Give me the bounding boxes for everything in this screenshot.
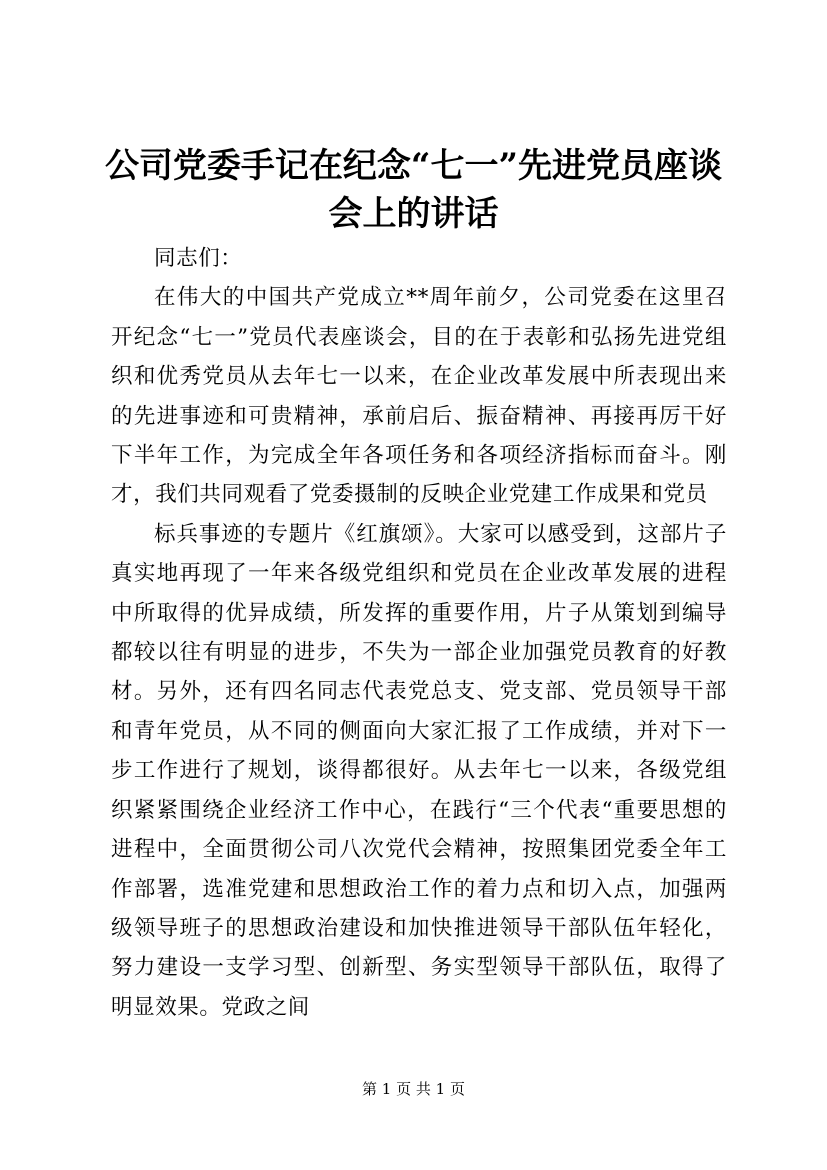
page-number-footer: 第 1 页 共 1 页	[362, 1080, 465, 1098]
body-paragraph: 标兵事迹的专题片《红旗颂》。大家可以感受到，这部片子真实地再现了一年来各级党组织和党员在企业改革发展的进程中所取得的优异成绩，所发挥的重要作用，片子从策划到编导都较以往有明显的进步，不失为一部企业加强党员教育的好教材。另外，还有四名同志代表党总支、党支部、党员领导干部和青年党员，从不同的侧面向大家汇报了工作成绩，并对下一步工作进行了规划，谈得都很好。从去年七一以来，各级党组织紧紧围绕企业经济工作中心，在践行“三个代表“重要思想的进程中，全面贯彻公司八次党代会精神，按照集团党委全年工作部署，选准党建和思想政治工作的着力点和切入点，加强两级领导班子的思想政治建设和加快推进领导干部队伍年轻化，努力建设一支学习型、创新型、务实型领导干部队伍，取得了明显效果。党政之间	[111, 521, 727, 1020]
salutation: 同志们：	[154, 246, 243, 271]
document-title: 公司党委手记在纪念“七一”先进党员座谈会上的讲话	[104, 146, 723, 234]
body-paragraph: 在伟大的中国共产党成立**周年前夕，公司党委在这里召开纪念“七一”党员代表座谈会，目的在于表彰和弘扬先进党组织和优秀党员从去年七一以来，在企业改革发展中所表现出来的先进事迹和可贵精神，承前启后、振奋精神、再接再厉干好下半年工作，为完成全年各项任务和各项经济指标而奋斗。刚才，我们共同观看了党委摄制的反映企业党建工作成果和党员	[111, 285, 727, 508]
document-body	[111, 239, 727, 1027]
